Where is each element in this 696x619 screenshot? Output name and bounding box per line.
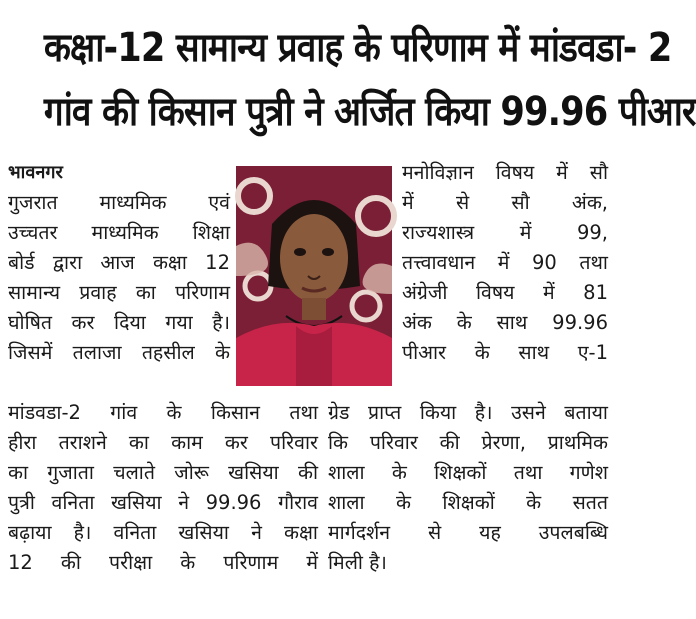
text-line: तत्त्वावधान में 90 तथा: [402, 251, 608, 274]
text-line: पीआर के साथ ए-1: [402, 341, 608, 364]
text-line: सामान्य प्रवाह का परिणाम: [8, 281, 230, 304]
right-column-top: [402, 158, 608, 368]
text-line: शाला के शिक्षकों तथा गणेश: [328, 461, 608, 484]
headline-line-2: गांव की किसान पुत्री ने अर्जित किया 99.96 पीआर: [43, 89, 696, 135]
text-line: बढ़ाया है। वनिता खसिया ने कक्षा: [8, 521, 318, 544]
text-line: मार्गदर्शन से यह उपलबब्धि: [328, 521, 608, 544]
left-column-top: [8, 158, 230, 368]
text-line: में से सौ अंक,: [402, 191, 608, 214]
headline-line-1: कक्षा-12 सामान्य प्रवाह के परिणाम में मांडवडा- 2: [43, 25, 672, 71]
text-line: मिली है।: [328, 551, 387, 574]
text-line: 12 की परीक्षा के परिणाम में: [8, 551, 318, 574]
portrait-illustration: [236, 166, 392, 386]
dateline: भावनगर: [8, 162, 63, 183]
text-line: मनोविज्ञान विषय में सौ: [402, 161, 608, 184]
vanita-khasiya-photo: [236, 166, 392, 386]
text-line: उच्चतर माध्यमिक शिक्षा: [8, 221, 230, 244]
text-line: घोषित कर दिया गया है।: [8, 311, 230, 334]
text-line: जिसमें तलाजा तहसील के: [8, 341, 230, 364]
text-line: मांडवडा-2 गांव के किसान तथा: [8, 401, 318, 424]
text-line: अंक के साथ 99.96: [402, 311, 608, 334]
left-column-bottom: [8, 398, 318, 578]
text-line: कि परिवार की प्रेरणा, प्राथमिक: [328, 431, 608, 454]
text-line: का गुजाता चलाते जोरू खसिया की: [8, 461, 318, 484]
text-line: गुजरात माध्यमिक एवं: [8, 191, 230, 214]
text-line: बोर्ड द्वारा आज कक्षा 12: [8, 251, 230, 274]
text-line: राज्यशास्त्र में 99,: [402, 221, 608, 244]
text-line: हीरा तराशने का काम कर परिवार: [8, 431, 318, 454]
right-column-bottom: [328, 398, 608, 578]
text-line: ग्रेड प्राप्त किया है। उसने बताया: [328, 401, 608, 424]
text-line: पुत्री वनिता खसिया ने 99.96 गौराव: [8, 491, 318, 514]
text-line: अंग्रेजी विषय में 81: [402, 281, 608, 304]
text-line: शाला के शिक्षकों के सतत: [328, 491, 608, 514]
